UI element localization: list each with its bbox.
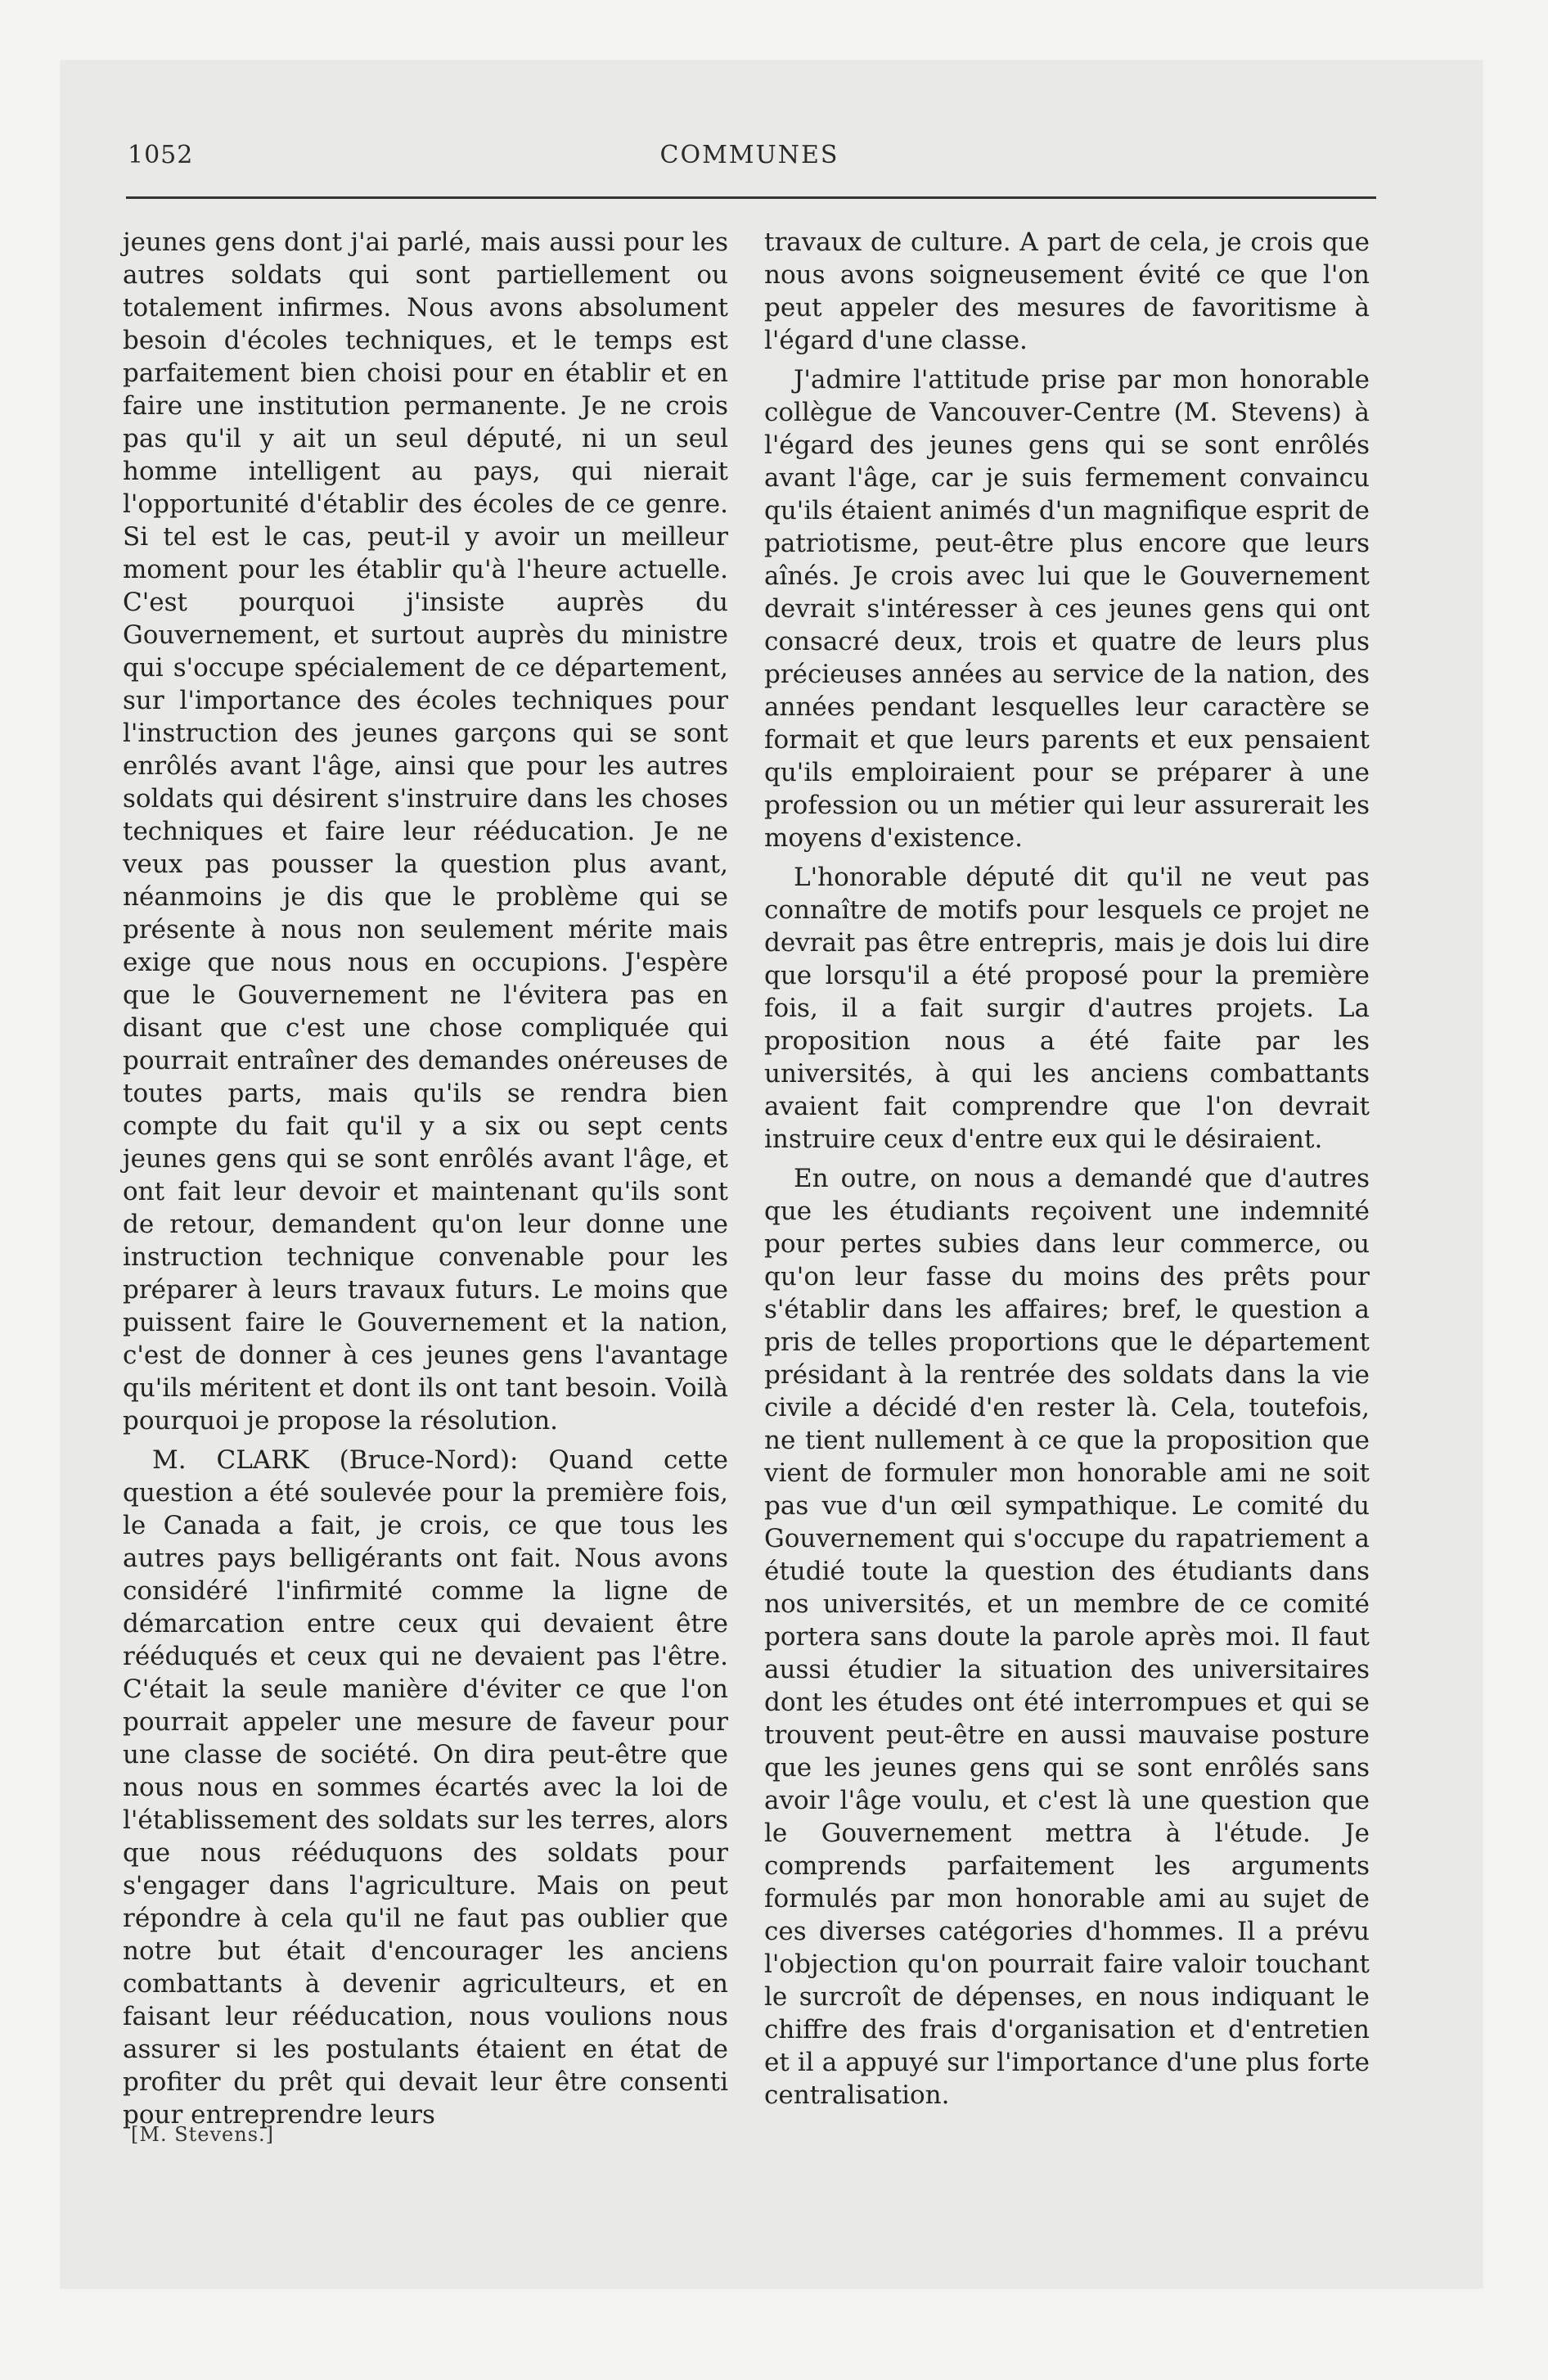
right-paragraph-4: En outre, on nous a demandé que d'autres que les étudiants reçoivent une indemnité pour pertes subies dans leur commerce, ou qu'on leur fasse du moins des prêts pour s'établir dans les affaires; bref, le question a pris de telles proportions que le département présidant à la rentrée des soldats dans la vie civile a décidé d'en rester là. Cela, toutefois, ne tient nullement à ce que la proposition que vient de formuler mon honorable ami ne soit pas vue d'un œil sympathique. Le comité du Gouvernement qui s'occupe du rapatriement a étudié toute la question des étudiants dans nos universités, et un membre de ce comité portera sans doute la parole après moi. Il faut aussi étudier la situation des universitaires dont les études ont été interrompues et qui se trouvent peut-être en aussi mauvaise posture que les jeunes gens qui se sont enrôlés sans avoir l'âge voulu, et c'est là une question que le Gouvernement mettra à l'étude. Je comprends parfaitement les arguments formulés par mon honorable ami au sujet de ces diverses catégories d'hommes. Il a prévu l'objection qu'on pourrait faire valoir touchant le surcroît de dépenses, en nous indiquant le chiffre des frais d'organisation et d'entretien et il a appuyé sur l'importance d'une plus forte centralisation. (764, 1164, 1370, 2110)
right-paragraph-1: travaux de culture. A part de cela, je crois que nous avons soigneusement évité ce que l'on peut appeler des mesures de favoritisme à l'égard d'une classe. (764, 228, 1370, 355)
speaker-footnote: [M. Stevens.] (131, 2123, 275, 2146)
right-column (764, 226, 1370, 2112)
running-title: COMMUNES (659, 141, 839, 169)
right-paragraph-2: J'admire l'attitude prise par mon honorable collègue de Vancouver-Centre (M. Stevens) à l'égard des jeunes gens qui se sont enrôlés avant l'âge, car je suis fermement convaincu qu'ils étaient animés d'un magnifique esprit de patriotisme, peut-être plus encore que leurs aînés. Je crois avec lui que le Gouvernement devrait s'intéresser à ces jeunes gens qui ont consacré deux, trois et quatre de leurs plus précieuses années au service de la nation, des années pendant lesquelles leur caractère se formait et que leurs parents et eux pensaient qu'ils emploiraient pour se préparer à une profession ou un métier qui leur assurerait les moyens d'existence. (764, 365, 1370, 853)
left-paragraph-2: M. CLARK (Bruce-Nord): Quand cette question a été soulevée pour la première fois, le Canada a fait, je crois, ce que tous les autres pays belligérants ont fait. Nous avons considéré l'infirmité comme la ligne de démarcation entre ceux qui devaient être rééduqués et ceux qui ne devaient pas l'être. C'était la seule manière d'éviter ce que l'on pourrait appeler une mesure de faveur pour une classe de société. On dira peut-être que nous nous en sommes écartés avec la loi de l'établissement des soldats sur les terres, alors que nous rééduquons des soldats pour s'engager dans l'agriculture. Mais on peut répondre à cela qu'il ne faut pas oublier que notre but était d'encourager les anciens combattants à devenir agriculteurs, et en faisant leur rééducation, nous voulions nous assurer si les postulants étaient en état de profiter du prêt qui devait leur être consenti pour entreprendre leurs (123, 1445, 728, 2130)
right-paragraph-3: L'honorable député dit qu'il ne veut pas connaître de motifs pour lesquels ce projet ne devrait pas être entrepris, mais je dois lui dire que lorsqu'il a été proposé pour la première fois, il a fait surgir d'autres projets. La proposition nous a été faite par les universités, à qui les anciens combattants avaient fait comprendre que l'on devrait instruire ceux d'entre eux qui le désiraient. (764, 863, 1370, 1154)
page-number: 1052 (128, 141, 194, 169)
header-rule (126, 196, 1376, 199)
left-column (123, 226, 728, 2131)
page-header (128, 141, 1371, 182)
left-paragraph-1: jeunes gens dont j'ai parlé, mais aussi pour les autres soldats qui sont partiellement ou totalement infirmes. Nous avons absolument besoin d'écoles techniques, et le temps est parfaitement bien choisi pour en établir et en faire une institution permanente. Je ne crois pas qu'il y ait un seul député, ni un seul homme intelligent au pays, qui nierait l'opportunité d'établir des écoles de ce genre. Si tel est le cas, peut-il y avoir un meilleur moment pour les établir qu'à l'heure actuelle. C'est pourquoi j'insiste auprès du Gouvernement, et surtout auprès du ministre qui s'occupe spécialement de ce département, sur l'importance des écoles techniques pour l'instruction des jeunes garçons qui se sont enrôlés avant l'âge, ainsi que pour les autres soldats qui désirent s'instruire dans les choses techniques et faire leur rééducation. Je ne veux pas pousser la question plus avant, néanmoins je dis que le problème qui se présente à nous non seulement mérite mais exige que nous nous en occupions. J'espère que le Gouvernement ne l'évitera pas en disant que c'est une chose compliquée qui pourrait entraîner des demandes onéreuses de toutes parts, mais qu'ils se rendra bien compte du fait qu'il y a six ou sept cents jeunes gens qui se sont enrôlés avant l'âge, et ont fait leur devoir et maintenant qu'ils sont de retour, demandent qu'on leur donne une instruction technique convenable pour les préparer à leurs travaux futurs. Le moins que puissent faire le Gouvernement et la nation, c'est de donner à ces jeunes gens l'avantage qu'ils méritent et dont ils ont tant besoin. Voilà pourquoi je propose la résolution. (123, 228, 728, 1436)
